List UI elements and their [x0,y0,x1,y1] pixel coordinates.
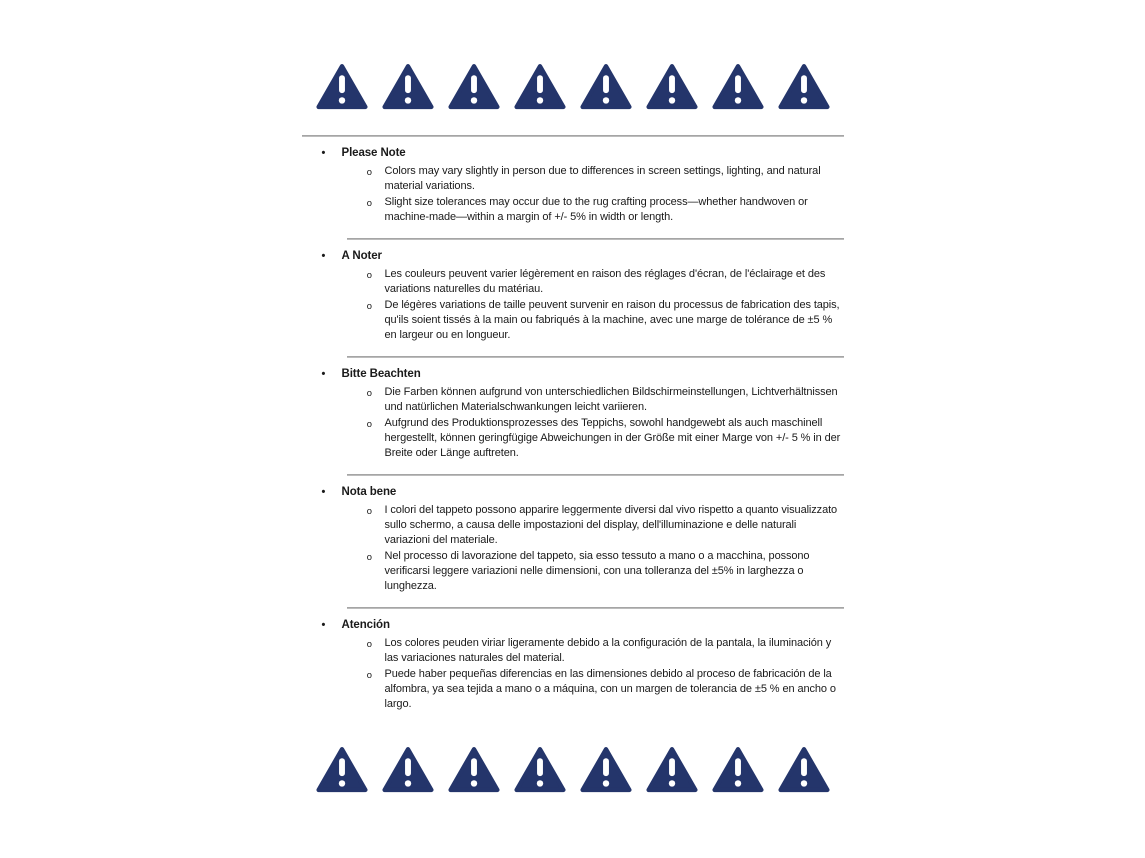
bullet-icon: • [321,368,326,380]
list-item [367,195,844,225]
warning-triangle-icon [382,62,434,112]
notes-section [302,609,844,725]
notes-section [302,358,844,474]
section-title: A Noter [341,250,382,262]
circle-bullet-icon: o [366,506,373,517]
notes-section [302,476,844,607]
list-item-text: De légères variations de taille peuvent survenir en raison du processus de fabrication des tapis, qu'ils soient tissés à la main ou fabriqués à la machine, avec une marge de tolérance de ±5 % en largeur ou en longueur. [384,299,840,341]
list-item [367,164,844,194]
section-title: Atención [341,619,390,631]
warning-triangle-icon [514,62,566,112]
list-item-text: Aufgrund des Produktionsprozesses des Teppichs, sowohl handgewebt als auch maschinell hergestellt, können geringfügige Abweichungen in der Größe mit einer Marge von +/- 5 % in der Breite oder Länge auftreten. [384,417,841,459]
notes-section [302,240,844,356]
warning-triangle-icon [778,62,830,112]
list-item-text: Puede haber pequeñas diferencias en las dimensiones debido al proceso de fabricación de la alfombra, ya sea tejida a mano o a máquina, con un margen de tolerancia de ±5 % en ancho o largo. [384,668,836,710]
list-item-text: Los colores peuden viriar ligeramente debido a la configuración de la pantala, la iluminación y las variaciones naturales del material. [384,637,832,664]
circle-bullet-icon: o [366,388,373,399]
circle-bullet-icon: o [366,167,373,178]
section-header [322,145,844,161]
warning-triangle-icon [382,745,434,795]
warning-triangle-row-top [302,62,844,112]
list-item [367,416,844,461]
warning-triangle-icon [514,745,566,795]
list-item [367,298,844,343]
list-item [367,667,844,712]
list-item-text: Colors may vary slightly in person due to differences in screen settings, lighting, and natural material variations. [384,165,821,192]
warning-triangle-icon [778,745,830,795]
list-item [367,503,844,548]
bullet-icon: • [321,619,326,631]
section-header [322,484,844,500]
warning-triangle-icon [580,745,632,795]
bullet-icon: • [321,147,326,159]
warning-triangle-icon [712,62,764,112]
section-header [322,248,844,264]
warning-triangle-icon [448,62,500,112]
list-item-text: Les couleurs peuvent varier légèrement en raison des réglages d'écran, de l'éclairage et des variations naturelles du matériau. [384,268,826,295]
warning-triangle-row-bottom [302,745,844,795]
warning-triangle-icon [712,745,764,795]
warning-triangle-icon [316,745,368,795]
circle-bullet-icon: o [366,419,373,430]
list-item [367,385,844,415]
list-item [367,267,844,297]
circle-bullet-icon: o [366,670,373,681]
circle-bullet-icon: o [366,552,373,563]
bullet-icon: • [321,486,326,498]
notes-sections [302,137,844,725]
notes-section [302,137,844,238]
section-title: Please Note [341,147,406,159]
section-title: Bitte Beachten [341,368,421,380]
warning-triangle-icon [646,62,698,112]
circle-bullet-icon: o [366,301,373,312]
list-item-text: I colori del tappeto possono apparire leggermente diversi dal vivo rispetto a quanto visualizzato sullo schermo, a causa delle impostazioni del display, dell'illuminazione e delle naturali variazioni del materiale. [384,504,838,546]
warning-triangle-icon [580,62,632,112]
list-item [367,549,844,594]
list-item [367,636,844,666]
section-title: Nota bene [341,486,397,498]
list-item-text: Nel processo di lavorazione del tappeto, sia esso tessuto a mano o a macchina, possono verificarsi leggere variazioni nelle dimensioni, con una tolleranza del ±5% in larghezza o lunghezza. [384,550,810,592]
warning-triangle-icon [316,62,368,112]
section-header [322,617,844,633]
circle-bullet-icon: o [366,270,373,281]
circle-bullet-icon: o [366,639,373,650]
document-page [302,0,844,795]
list-item-text: Die Farben können aufgrund von unterschiedlichen Bildschirmeinstellungen, Lichtverhältnissen und natürlichen Materialschwankungen leicht variieren. [384,386,838,413]
bullet-icon: • [321,250,326,262]
warning-triangle-icon [448,745,500,795]
list-item-text: Slight size tolerances may occur due to the rug crafting process—whether handwoven or machine-made—within a margin of +/- 5% in width or length. [384,196,808,223]
section-header [322,366,844,382]
circle-bullet-icon: o [366,198,373,209]
warning-triangle-icon [646,745,698,795]
